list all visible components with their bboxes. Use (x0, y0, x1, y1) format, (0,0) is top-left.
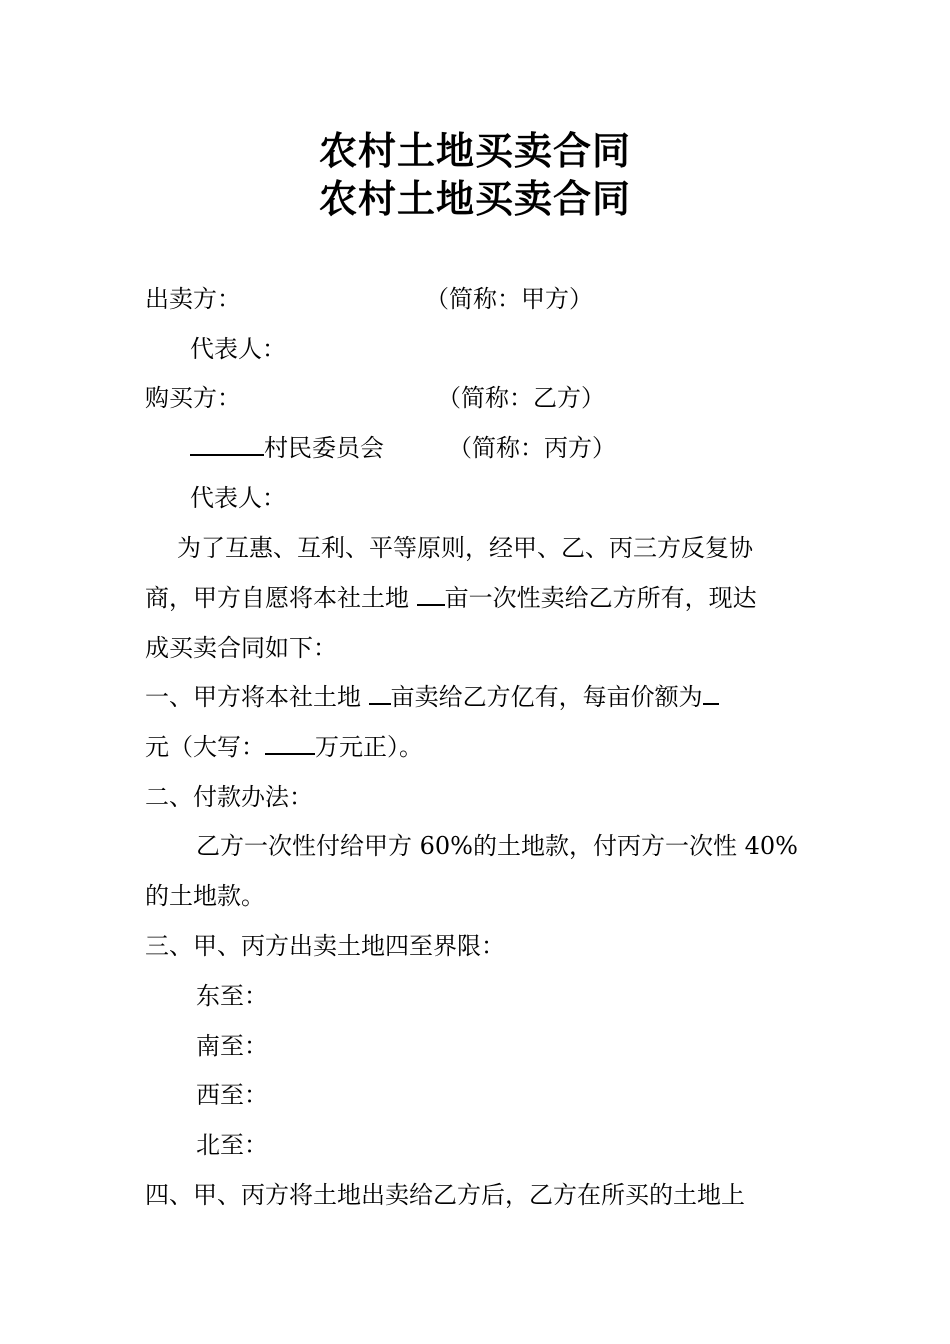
land-area-blank (417, 582, 445, 606)
committee-abbr: （简称：丙方） (448, 434, 616, 462)
clause-1-price-blank (703, 681, 719, 705)
clause-1-line-2 (145, 731, 423, 763)
clause-1-a: 一、甲方将本社土地 (145, 683, 361, 711)
committee-representative: 代表人： (190, 484, 286, 512)
seller-label: 出卖方： (145, 285, 241, 313)
buyer-abbr: （简称：乙方） (437, 384, 605, 412)
clause-3-title: 三、甲、丙方出卖土地四至界限： (145, 932, 505, 960)
clause-1-amount-blank (265, 731, 315, 755)
intro-line-3: 成买卖合同如下： (145, 634, 337, 662)
intro-line-2b: 亩一次性卖给乙方所有，现达 (444, 584, 757, 612)
boundary-south: 南至： (196, 1032, 268, 1060)
seller-line (145, 283, 593, 315)
clause-2-title: 二、付款办法： (145, 783, 313, 811)
committee-line (190, 432, 616, 464)
intro-line-2 (145, 582, 757, 614)
document-title-1: 农村土地买卖合同 (318, 129, 631, 173)
clause-1-c: 元（大写： (145, 733, 265, 761)
clause-1-area-blank (369, 681, 391, 705)
clause-1-b: 亩卖给乙方亿有，每亩价额为 (390, 683, 703, 711)
boundary-west: 西至： (196, 1081, 268, 1109)
clause-2-line-2: 的土地款。 (145, 882, 265, 910)
committee-label: 村民委员会 (264, 434, 384, 462)
intro-line-2a: 商，甲方自愿将本社土地 (145, 584, 409, 612)
buyer-line (145, 382, 605, 414)
boundary-east: 东至： (196, 982, 268, 1010)
committee-name-blank (190, 432, 264, 456)
buyer-label: 购买方： (145, 384, 241, 412)
clause-1-line-1 (145, 681, 719, 713)
clause-2-line-1: 乙方一次性付给甲方 60%的土地款，付丙方一次性 40% (196, 832, 798, 860)
seller-representative: 代表人： (190, 335, 286, 363)
clause-1-d: 万元正）。 (315, 733, 423, 761)
boundary-north: 北至： (196, 1131, 268, 1159)
clause-4-line-1: 四、甲、丙方将土地出卖给乙方后，乙方在所买的土地上 (145, 1181, 745, 1209)
document-title-2: 农村土地买卖合同 (318, 177, 631, 221)
seller-abbr: （简称：甲方） (425, 285, 593, 313)
intro-line-1: 为了互惠、互利、平等原则，经甲、乙、丙三方反复协 (177, 534, 753, 562)
